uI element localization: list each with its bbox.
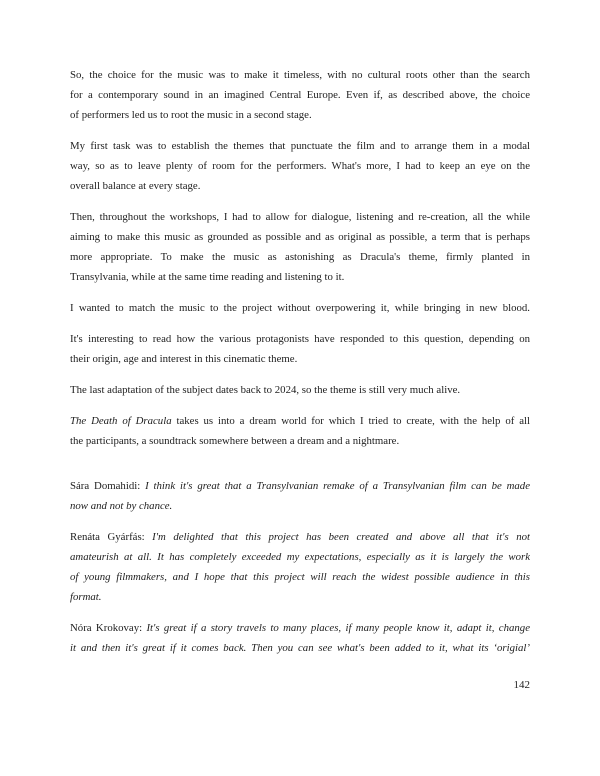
text-line — [70, 527, 530, 547]
regular-text: way, so as to leave plenty of room for the performers. What's more, I had to keep an eye on the — [70, 160, 530, 172]
regular-text: more appropriate. To make the music as astonishing as Dracula's theme, firmly planted in — [70, 251, 530, 263]
regular-text: So, the choice for the music was to make it timeless, with no cultural roots other than the search — [70, 69, 530, 81]
regular-text: overall balance at every stage. — [70, 180, 201, 192]
text-line — [70, 567, 530, 587]
regular-text: Then, throughout the workshops, I had to allow for dialogue, listening and re-creation, all the while — [70, 211, 530, 223]
text-line — [70, 476, 530, 496]
italic-text: of young filmmakers, and I hope that this project will reach the widest possible audience in this — [70, 571, 530, 583]
italic-text: now and not by chance. — [70, 500, 173, 512]
text-line — [70, 267, 530, 287]
page-number: 142 — [513, 679, 530, 691]
italic-text: The Death of Dracula — [70, 415, 172, 427]
regular-text: of performers led us to root the music in a second stage. — [70, 109, 312, 121]
regular-text: Nóra Krokovay: — [70, 622, 147, 634]
regular-text: Transylvania, while at the same time reading and listening to it. — [70, 271, 345, 283]
text-line — [70, 207, 530, 227]
text-line — [70, 85, 530, 105]
quote-nora-krokovay — [70, 618, 530, 658]
regular-text: aiming to make this music as grounded as possible and as original as possible, a term that is perhaps — [70, 231, 530, 243]
italic-text: It's great if a story travels to many places, if many people know it, adapt it, change — [146, 622, 530, 634]
italic-text: it and then it's great if it comes back. Then you can see what's been added to it, what its ‘origial’ — [70, 642, 530, 654]
text-line — [70, 638, 530, 658]
regular-text: The last adaptation of the subject dates back to 2024, so the theme is still very much alive. — [70, 384, 461, 396]
paragraph-last-adaptation — [70, 380, 530, 400]
quote-sara-domahidi — [70, 476, 530, 516]
text-line — [70, 349, 530, 369]
regular-text: I wanted to match the music to the project without overpowering it, while bringing in new blood. — [70, 302, 530, 314]
text-line — [70, 136, 530, 156]
quote-renata-gyarfas — [70, 527, 530, 607]
regular-text: for a contemporary sound in an imagined Central Europe. Even if, as described above, the choice — [70, 89, 530, 101]
text-line — [70, 65, 530, 85]
regular-text: their origin, age and interest in this cinematic theme. — [70, 353, 298, 365]
italic-text: amateurish at all. It has completely exceeded my expectations, especially as it is largely the work — [70, 551, 530, 563]
italic-text: I think it's great that a Transylvanian remake of a Transylvanian film can be made — [145, 480, 530, 492]
text-line — [70, 431, 530, 451]
paragraph-workshops — [70, 207, 530, 287]
paragraph-first-task — [70, 136, 530, 196]
regular-text: Sára Domahidi: — [70, 480, 146, 492]
regular-text: takes us into a dream world for which I tried to create, with the help of all — [171, 415, 530, 427]
text-line — [70, 227, 530, 247]
paragraph-list — [70, 65, 530, 658]
paragraph-music-timeless — [70, 65, 530, 125]
italic-text: format. — [70, 591, 102, 603]
paragraph-death-of-dracula — [70, 411, 530, 451]
paragraph-match-music — [70, 298, 530, 318]
text-line — [70, 547, 530, 567]
text-line — [70, 156, 530, 176]
italic-text: I'm delighted that this project has been created and above all that it's not — [152, 531, 530, 543]
text-line — [70, 380, 530, 400]
regular-text: the participants, a soundtrack somewhere between a dream and a nightmare. — [70, 435, 400, 447]
paragraph-protagonists — [70, 329, 530, 369]
text-line — [70, 587, 530, 607]
text-line — [70, 298, 530, 318]
text-line — [70, 105, 530, 125]
text-line — [70, 496, 530, 516]
regular-text: My first task was to establish the themes that punctuate the film and to arrange them in a modal — [70, 140, 530, 152]
text-line — [70, 618, 530, 638]
text-line — [70, 247, 530, 267]
regular-text: Renáta Gyárfás: — [70, 531, 153, 543]
text-line — [70, 176, 530, 196]
text-line — [70, 329, 530, 349]
text-line — [70, 411, 530, 431]
regular-text: It's interesting to read how the various protagonists have responded to this question, depending on — [70, 333, 530, 345]
